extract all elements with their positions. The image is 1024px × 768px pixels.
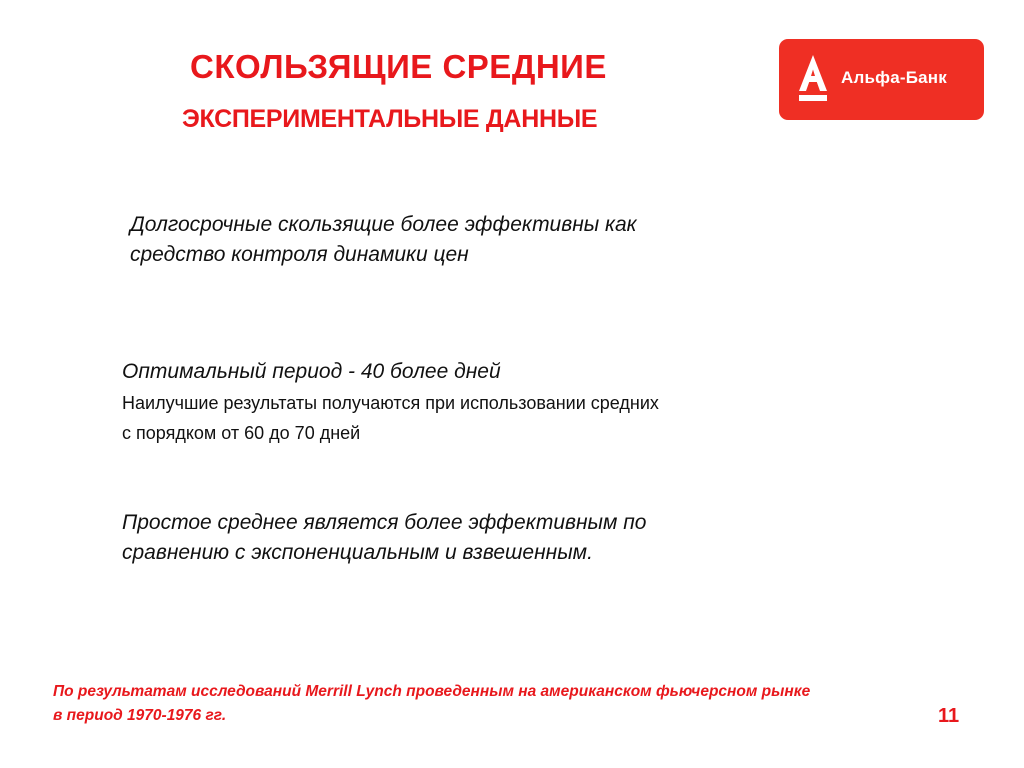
statement-line: сравнению с экспоненциальным и взвешенным. (122, 541, 593, 564)
footnote-line: По результатам исследований Merrill Lynch проведенным на американском фьючерсном рынке (53, 683, 811, 700)
footnote-line: в период 1970-1976 гг. (53, 707, 227, 724)
source-footnote (53, 680, 973, 728)
optimal-period-line: с порядком от 60 до 70 дней (122, 423, 361, 443)
statement-line: средство контроля динамики цен (130, 243, 469, 266)
alfa-letter-icon (793, 55, 833, 105)
optimal-period-heading: Оптимальный период - 40 более дней (122, 360, 501, 383)
slide-title: СКОЛЬЗЯЩИЕ СРЕДНИЕ (190, 48, 607, 85)
optimal-period-block (122, 357, 822, 447)
page-number: 11 (938, 705, 960, 727)
simple-average-statement (122, 508, 822, 568)
statement-line: Простое среднее является более эффективным по (122, 511, 647, 534)
alfa-bank-logo (779, 39, 984, 120)
slide-subtitle: ЭКСПЕРИМЕНТАЛЬНЫЕ ДАННЫЕ (182, 105, 598, 133)
statement-line: Долгосрочные скользящие более эффективны как (130, 213, 637, 236)
optimal-period-line: Наилучшие результаты получаются при использовании средних (122, 393, 659, 413)
long-term-ma-statement (130, 210, 790, 270)
logo-text: Альфа-Банк (841, 68, 947, 87)
